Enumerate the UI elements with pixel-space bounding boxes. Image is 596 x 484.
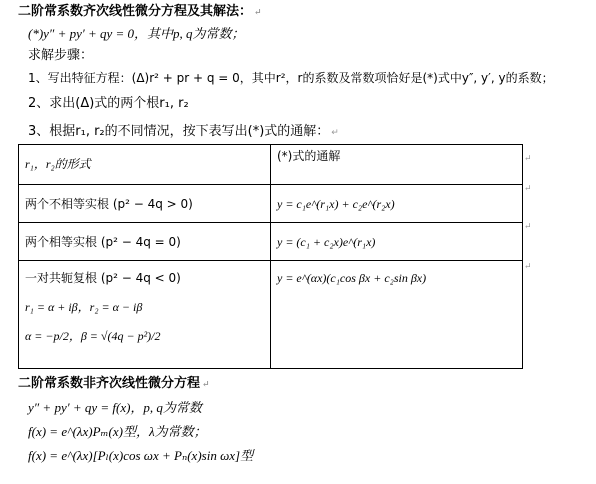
header-form-cell	[19, 145, 271, 185]
solution-cell-distinct	[271, 185, 523, 223]
form-cell-complex	[19, 261, 271, 369]
form-cell-distinct	[19, 185, 271, 223]
nonhomog-equation-text: y″ + py′ + qy = f(x)，p, q为常数	[28, 400, 202, 415]
header-solution-text: (*)式的通解	[277, 149, 341, 163]
type-2-text: f(x) = e^(λx)[Pₗ(x)cos ωx + Pₙ(x)sin ωx]型	[28, 448, 254, 463]
table-row	[19, 261, 523, 369]
form-equal-text: 两个相等实根 (p² − 4q = 0)	[25, 235, 181, 249]
step-3	[28, 124, 339, 141]
return-arrow-icon: ↵	[524, 184, 532, 194]
homog-equation	[28, 26, 245, 42]
header-form-text: r₁，r₂的形式	[25, 157, 91, 171]
type-1-text: f(x) = e^(λx)Pₘ(x)型，λ为常数；	[28, 424, 207, 439]
table-row	[19, 185, 523, 223]
type-1-line	[28, 424, 207, 440]
return-arrow-icon: ↵	[202, 380, 210, 390]
step-1-text: 1、写出特征方程：(Δ)r² + pr + q = 0，其中r²，r的系数及常数项恰好是(*)式中y″, y′, y的系数；	[28, 71, 554, 85]
step-2	[28, 96, 189, 112]
form-distinct-text: 两个不相等实根 (p² − 4q > 0)	[25, 197, 193, 211]
solution-table	[18, 144, 523, 369]
step-2-text: 2、求出(Δ)式的两个根r₁, r₂	[28, 96, 189, 111]
type-2-line	[28, 448, 253, 464]
nonhomog-equation	[28, 400, 202, 416]
table-header-row	[19, 145, 523, 185]
nonhomog-title	[18, 376, 210, 393]
form-complex-params: α = −p/2，β = √(4q − p²)/2	[25, 329, 161, 343]
steps-label	[28, 48, 93, 64]
nonhomog-title-text: 二阶常系数非齐次线性微分方程	[18, 376, 201, 391]
form-complex-roots: r₁ = α + iβ，r₂ = α − iβ	[25, 300, 143, 314]
step-3-text: 3、根据r₁, r₂的不同情况，按下表写出(*)式的通解：	[28, 124, 330, 139]
header-solution-cell	[271, 145, 523, 185]
solution-cell-complex	[271, 261, 523, 369]
return-arrow-icon: ↵	[331, 128, 339, 138]
solution-cell-equal	[271, 223, 523, 261]
return-arrow-icon: ↵	[524, 262, 532, 272]
form-complex-text: 一对共轭复根 (p² − 4q < 0)	[25, 271, 181, 285]
return-arrow-icon: ↵	[524, 222, 532, 232]
solution-distinct-text: y = c₁e^(r₁x) + c₂e^(r₂x)	[277, 197, 395, 211]
solution-complex-text: y = e^(αx)(c₁cos βx + c₂sin βx)	[277, 271, 427, 285]
step-1	[28, 70, 554, 86]
homog-equation-text: (*)y″ + py′ + qy = 0，其中p, q为常数；	[28, 26, 245, 41]
homog-title-text: 二阶常系数齐次线性微分方程及其解法：	[18, 4, 253, 19]
steps-label-text: 求解步骤：	[28, 48, 94, 63]
form-cell-equal	[19, 223, 271, 261]
return-arrow-icon: ↵	[524, 154, 532, 164]
homog-title	[18, 4, 262, 21]
return-arrow-icon: ↵	[254, 8, 262, 18]
solution-equal-text: y = (c₁ + c₂x)e^(r₁x)	[277, 235, 376, 249]
table-row	[19, 223, 523, 261]
